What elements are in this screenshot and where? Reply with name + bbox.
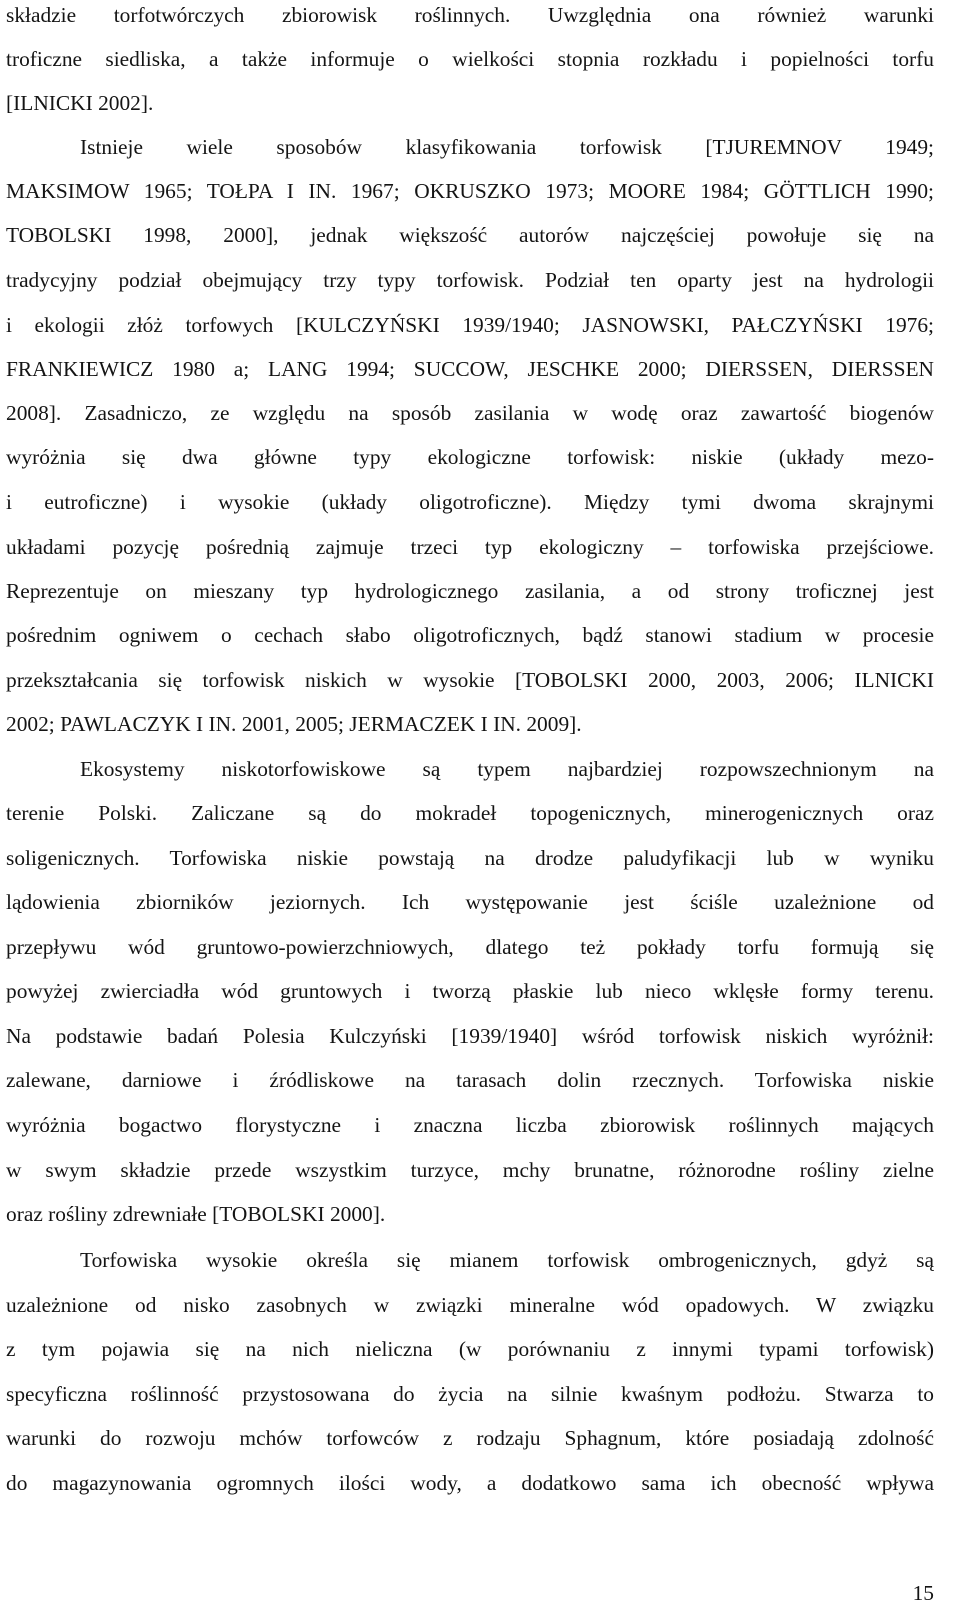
text-line: przepływu wód gruntowo-powierzchniowych, dlatego też pokłady torfu formują się [6,935,934,959]
text-line: specyficzna roślinność przystosowana do życia na silnie kwaśnym podłożu. Stwarza to [6,1382,934,1406]
text-line: zalewane, darniowe i źródliskowe na tarasach dolin rzecznych. Torfowiska niskie [6,1068,934,1092]
text-line: do magazynowania ogromnych ilości wody, a dodatkowo sama ich obecność wpływa [6,1471,934,1495]
text-line: i eutroficzne) i wysokie (układy oligotroficzne). Między tymi dwoma skrajnymi [6,490,934,514]
text-line: wyróżnia się dwa główne typy ekologiczne torfowisk: niskie (układy mezo- [6,445,934,469]
text-line: oraz rośliny zdrewniałe [TOBOLSKI 2000]. [6,1202,386,1226]
text-line: z tym pojawia się na nich nieliczna (w porównaniu z innymi typami torfowisk) [6,1337,934,1361]
text-line: 2008]. Zasadniczo, ze względu na sposób zasilania w wodę oraz zawartość biogenów [6,401,934,425]
text-line: powyżej zwierciadła wód gruntowych i tworzą płaskie lub nieco wklęsłe formy terenu. [6,979,934,1003]
text-line: w swym składzie przede wszystkim turzyce, mchy brunatne, różnorodne rośliny zielne [6,1158,934,1182]
text-line: przekształcania się torfowisk niskich w wysokie [TOBOLSKI 2000, 2003, 2006; ILNICKI [6,668,934,692]
text-line: warunki do rozwoju mchów torfowców z rodzaju Sphagnum, które posiadają zdolność [6,1426,934,1450]
text-line: i ekologii złóż torfowych [KULCZYŃSKI 1939/1940; JASNOWSKI, PAŁCZYŃSKI 1976; [6,313,934,337]
text-line: Na podstawie badań Polesia Kulczyński [1939/1940] wśród torfowisk niskich wyróżnił: [6,1024,934,1048]
text-line: Torfowiska wysokie określa się mianem torfowisk ombrogenicznych, gdyż są [80,1248,934,1272]
text-line: troficzne siedliska, a także informuje o wielkości stopnia rozkładu i popielności torfu [6,47,934,71]
text-line: układami pozycję pośrednią zajmuje trzeci typ ekologiczny – torfowiska przejściowe. [6,535,934,559]
text-line: [ILNICKI 2002]. [6,91,154,115]
text-line: MAKSIMOW 1965; TOŁPA I IN. 1967; OKRUSZKO 1973; MOORE 1984; GÖTTLICH 1990; [6,179,934,203]
text-line: FRANKIEWICZ 1980 a; LANG 1994; SUCCOW, JESCHKE 2000; DIERSSEN, DIERSSEN [6,357,934,381]
text-line: pośrednim ogniwem o cechach słabo oligotroficznych, bądź stanowi stadium w procesie [6,623,934,647]
text-line: Istnieje wiele sposobów klasyfikowania torfowisk [TJUREMNOV 1949; [80,135,934,159]
text-line: terenie Polski. Zaliczane są do mokradeł topogenicznych, minerogenicznych oraz [6,801,934,825]
text-line: Ekosystemy niskotorfowiskowe są typem najbardziej rozpowszechnionym na [80,757,934,781]
text-line: uzależnione od nisko zasobnych w związki mineralne wód opadowych. W związku [6,1293,934,1317]
text-line: składzie torfotwórczych zbiorowisk roślinnych. Uwzględnia ona również warunki [6,3,934,27]
text-line: 2002; PAWLACZYK I IN. 2001, 2005; JERMACZEK I IN. 2009]. [6,712,582,736]
text-line: lądowienia zbiorników jeziornych. Ich występowanie jest ściśle uzależnione od [6,890,934,914]
text-line: Reprezentuje on mieszany typ hydrologicznego zasilania, a od strony troficznej jest [6,579,934,603]
text-line: TOBOLSKI 1998, 2000], jednak większość autorów najczęściej powołuje się na [6,223,934,247]
text-line: wyróżnia bogactwo florystyczne i znaczna liczba zbiorowisk roślinnych mających [6,1113,934,1137]
text-line: tradycyjny podział obejmujący trzy typy torfowisk. Podział ten oparty jest na hydrologii [6,268,934,292]
page-number: 15 [912,1581,934,1605]
text-line: soligenicznych. Torfowiska niskie powstają na drodze paludyfikacji lub w wyniku [6,846,934,870]
